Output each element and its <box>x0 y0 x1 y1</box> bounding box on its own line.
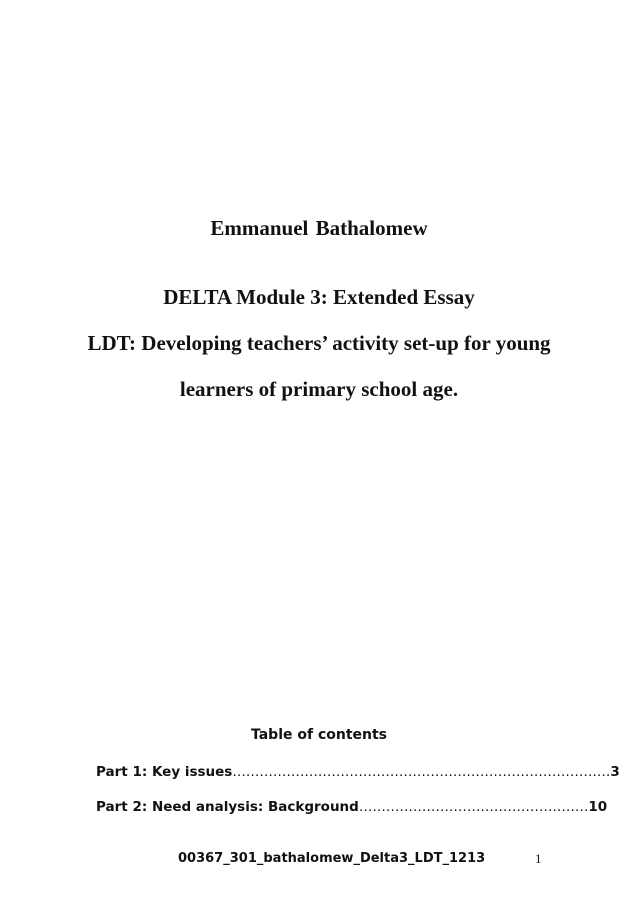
essay-title-line-2: learners of primary school age. <box>179 377 459 401</box>
toc-entry-leader: …………………………………………… <box>358 799 589 815</box>
toc-entry <box>96 799 607 815</box>
page-number: 1 <box>535 851 542 866</box>
author-name: Emmanuel Bathalomew <box>210 216 428 240</box>
footer-reference: 00367_301_bathalomew_Delta3_LDT_1213 <box>178 851 486 866</box>
toc-entry <box>96 764 620 780</box>
toc-heading: Table of contents <box>250 727 388 743</box>
module-title: DELTA Module 3: Extended Essay <box>163 285 475 309</box>
toc-entry-page: 10 <box>588 799 608 815</box>
toc-entry-label: Part 1: Key issues <box>96 764 233 780</box>
essay-title-line-1: LDT: Developing teachers’ activity set-up for young <box>87 331 551 355</box>
toc-entry-page: 3 <box>610 764 620 780</box>
toc-entry-label: Part 2: Need analysis: Background <box>96 799 359 815</box>
toc-entry-leader: ………………………………………………………………………… <box>232 764 611 780</box>
